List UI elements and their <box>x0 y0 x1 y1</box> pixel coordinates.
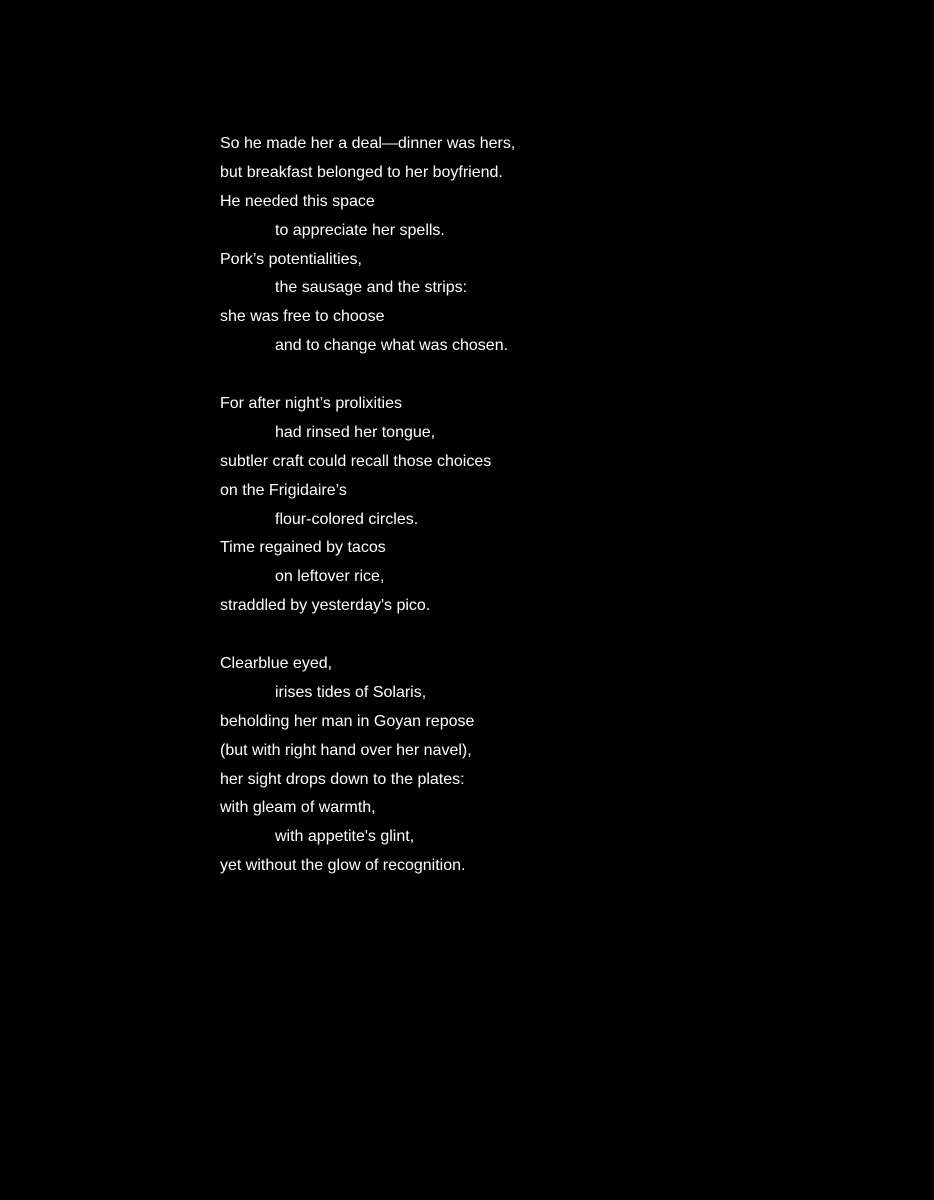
poem-line-indented: with appetite's glint, <box>275 828 415 846</box>
stanza-3 <box>220 650 860 881</box>
stanza-break <box>220 361 860 390</box>
stanza-1 <box>220 130 860 361</box>
poem-line: with gleam of warmth, <box>220 799 376 817</box>
poem-line: subtler craft could recall those choices <box>220 452 492 470</box>
poem-text <box>220 130 860 881</box>
poem-line: Time regained by tacos <box>220 539 386 557</box>
poem-line-indented: to appreciate her spells. <box>275 221 445 239</box>
poem-line-indented: flour-colored circles. <box>275 510 419 528</box>
poem-line: straddled by yesterday's pico. <box>220 597 431 615</box>
poem-line-indented: irises tides of Solaris, <box>275 683 427 701</box>
poem-line: Clearblue eyed, <box>220 655 333 673</box>
poem-line-indented: the sausage and the strips: <box>275 279 468 297</box>
poem-line: For after night’s prolixities <box>220 395 402 413</box>
poem-line: (but with right hand over her navel), <box>220 741 472 759</box>
poem-line: but breakfast belonged to her boyfriend. <box>220 163 503 181</box>
poem-line: Pork’s potentialities, <box>220 250 362 268</box>
poem-line-indented: had rinsed her tongue, <box>275 423 436 441</box>
poem-line: So he made her a deal—dinner was hers, <box>220 135 516 152</box>
poem-line-indented: on leftover rice, <box>275 568 385 586</box>
stanza-2 <box>220 390 860 621</box>
poem-line: on the Frigidaire’s <box>220 481 347 499</box>
poem-line: He needed this space <box>220 192 375 210</box>
poem-line: her sight drops down to the plates: <box>220 770 465 788</box>
poem-line-indented: and to change what was chosen. <box>275 337 509 355</box>
poem-line: yet without the glow of recognition. <box>220 857 466 875</box>
poem-line: beholding her man in Goyan repose <box>220 712 475 730</box>
poem-line: she was free to choose <box>220 308 385 326</box>
stanza-break <box>220 621 860 650</box>
